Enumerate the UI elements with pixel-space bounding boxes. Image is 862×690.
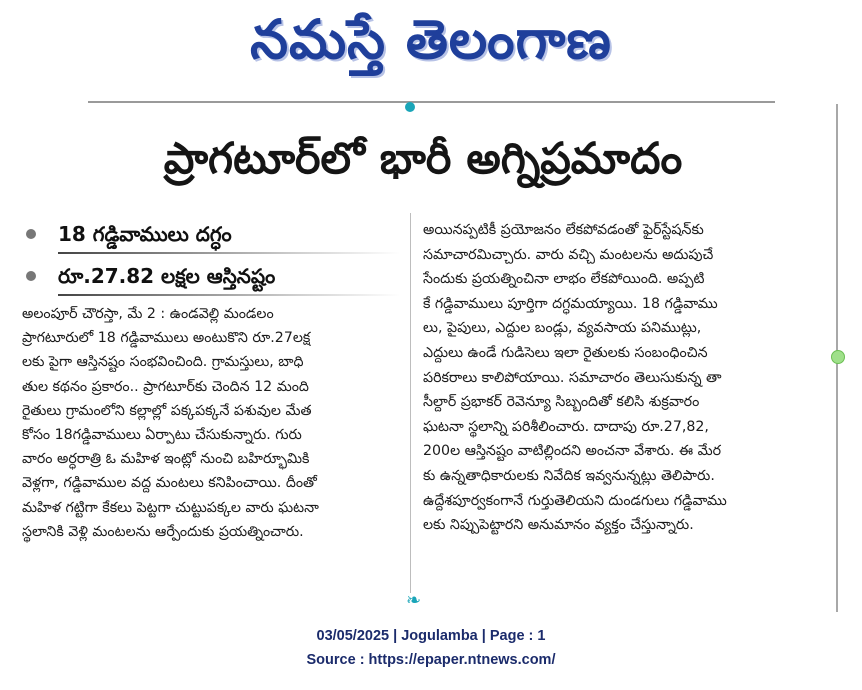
footer-edition-info: 03/05/2025 | Jogulamba | Page : 1	[316, 628, 546, 644]
column-divider	[410, 213, 411, 593]
article-line: వెళ్లగా, గడ్డివాముల వద్ద మంటలు కనిపించాయి. దీంతో	[22, 475, 317, 492]
article-line: సీల్దార్ ప్రభాకర్ రెవెన్యూ సిబ్బందితో కలిసి శుక్రవారం	[423, 394, 700, 411]
bullet-dot-icon	[26, 229, 36, 239]
page-footer	[0, 624, 862, 672]
article-line: కే గడ్డివాములు పూర్తిగా దగ్ధమయ్యాయి. 18 గడ్డివాము	[423, 295, 718, 312]
article-line: అయినప్పటికీ ప్రయోజనం లేకపోవడంతో ఫైర్‌స్టేషన్‌కు	[423, 222, 704, 238]
highlight-item	[20, 214, 400, 256]
article-line: లు, పైపులు, ఎద్దుల బండ్లు, వ్యవసాయ పనిముట్లు,	[423, 320, 702, 337]
article-body-right-column	[423, 218, 823, 538]
highlight-text: 18 గడ్డివాములు దగ్ధం	[58, 222, 232, 246]
bullet-dot-icon	[26, 271, 36, 281]
highlight-underline	[58, 252, 400, 254]
article-line: సమాచారమిచ్చారు. వారు వచ్చి మంటలను అదుపుచే	[423, 246, 714, 263]
article-line: కోసం 18గడ్డివాములు ఏర్పాటు చేసుకున్నారు. గురు	[22, 427, 302, 444]
article-line: తుల కథనం ప్రకారం.. ప్రాగటూర్‌కు చెందిన 12 మంది	[22, 378, 309, 395]
article-line: సేందుకు ప్రయత్నించినా లాభం లేకపోయింది. అప్పటి	[423, 271, 705, 288]
article-line: అలంపూర్ చౌరస్తా, మే 2 : ఉండవెల్లి మండలం	[22, 306, 274, 322]
highlight-underline	[58, 294, 400, 296]
article-line: కు ఉన్నతాధికారులకు నివేదిక ఇవ్వనున్నట్లు తెలిపారు.	[423, 467, 715, 484]
article-line: ఉద్దేశపూర్వకంగానే గుర్తుతెలియని దుండగులు గడ్డివాము	[423, 492, 727, 509]
article-headline: ప్రాగటూర్‌లో భారీ అగ్నిప్రమాదం	[163, 134, 683, 184]
highlight-text: రూ.27.82 లక్షల ఆస్తినష్టం	[58, 264, 276, 288]
article-line: ఎద్దులు ఉండే గుడిసెలు ఇలా రైతులకు సంబంధించిన	[423, 344, 708, 361]
footer-source-link[interactable]: Source : https://epaper.ntnews.com/	[306, 652, 556, 668]
highlight-item	[20, 256, 400, 298]
article-line: మహిళ గట్టిగా కేకలు పెట్టగా చుట్టుపక్కల వారు ఘటనా	[22, 499, 319, 516]
masthead-title: నమస్తే తెలంగాణ	[250, 8, 612, 71]
top-ornament-dot	[405, 102, 415, 112]
right-rule-marker	[831, 350, 845, 364]
article-line: 200ల ఆస్తినష్టం వాటిల్లిందని అంచనా వేశారు. ఈ మేర	[423, 443, 722, 460]
article-line: ఘటనా స్థలాన్ని పరిశీలించారు. దాదాపు రూ.27,82,	[423, 418, 709, 435]
top-divider	[88, 101, 775, 103]
article-line: వారం అర్ధరాత్రి ఓ మహిళ ఇంట్లో నుంచి బహిర్భూమికి	[22, 451, 310, 468]
newspaper-masthead	[0, 2, 862, 80]
article-line: స్థలానికి వెళ్లి మంటలను ఆర్పేందుకు ప్రయత్నించారు.	[22, 523, 304, 540]
article-line: లకు పైగా ఆస్తినష్టం సంభవించింది. గ్రామస్తులు, బాధి	[22, 354, 304, 371]
article-body-left-column	[22, 302, 400, 544]
article-highlights	[20, 214, 400, 298]
article-line: లకు నిప్పుపెట్టారని అనుమానం వ్యక్తం చేస్తున్నారు.	[423, 517, 694, 534]
article-line: పరికరాలు కాలిపోయాయి. సమాచారం తెలుసుకున్న తా	[423, 369, 722, 386]
article-line: రైతులు గ్రామంలోని కల్లాల్లో పక్కపక్కనే పశువుల మేత	[22, 402, 312, 419]
article-line: ప్రాగటూరులో 18 గడ్డివాములు అంటుకొని రూ.27లక్ష	[22, 330, 311, 347]
end-ornament-icon: ❧	[406, 590, 422, 611]
